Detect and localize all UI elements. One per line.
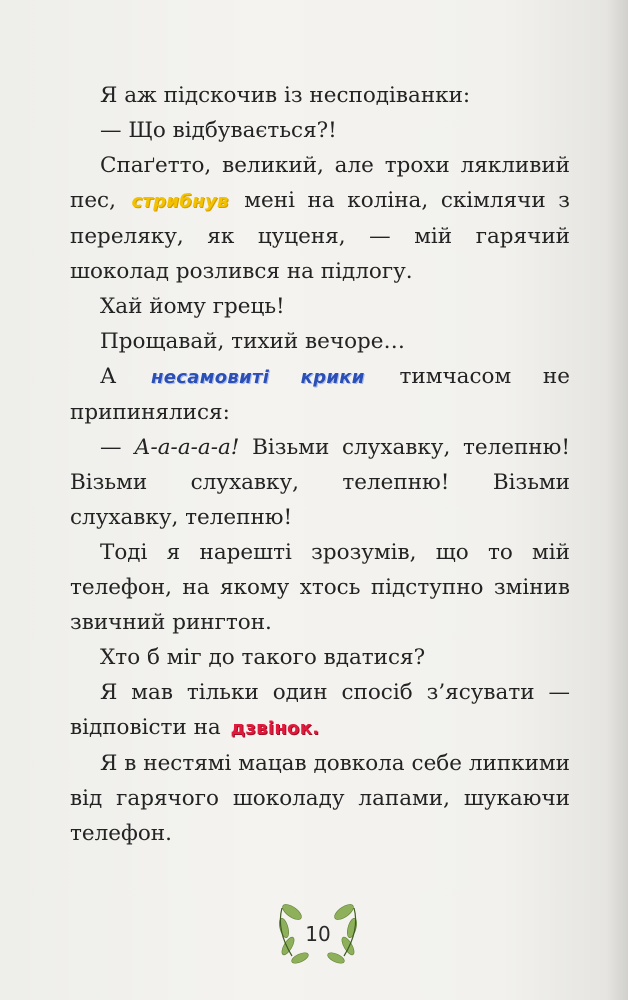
text-run: Прощавай, тихий вечоре…: [100, 329, 405, 354]
highlight-word: дзвінок.: [230, 718, 320, 739]
paragraph: [70, 289, 570, 324]
page-number: 10: [305, 922, 331, 946]
text-run: Тоді я нарешті зрозумів, що то мій телефон, на якому хтось підступно змінив звичний рингтон.: [70, 540, 570, 635]
text-run: А: [100, 364, 149, 389]
paragraph: [70, 430, 570, 535]
page-footer: [270, 898, 366, 966]
text-run: Я мав тільки один спосіб з’ясувати — відповісти на: [70, 680, 570, 740]
paragraph: [70, 746, 570, 851]
text-run: — Що відбувається?!: [100, 118, 337, 143]
highlight-word: стрибнув: [131, 191, 229, 212]
paragraph: [70, 113, 570, 148]
text-run: Я аж підскочив із несподіванки:: [100, 83, 471, 108]
italic-text: А-а-а-а-а!: [134, 435, 240, 460]
text-run: Спаґетто, великий, але трохи лякливий пес,: [70, 153, 570, 213]
paragraph: [70, 359, 570, 430]
story-text: [70, 78, 570, 851]
paragraph: [70, 324, 570, 359]
text-run: —: [100, 435, 135, 460]
paragraph: [70, 640, 570, 675]
paragraph: [70, 148, 570, 289]
text-run: Хто б міг до такого вдатися?: [100, 645, 426, 670]
paragraph: [70, 535, 570, 640]
highlight-phrase: несамовиті крики: [151, 367, 365, 388]
text-run: Візьми слухавку, телепню! Візьми слухавку, телепню! Візьми слухавку, телепню!: [70, 435, 570, 530]
paragraph: [70, 675, 570, 746]
text-run: Я в нестямі мацав довкола себе липкими від гарячого шоколаду лапами, шукаючи телефон.: [70, 751, 570, 846]
text-run: Хай йому грець!: [100, 294, 285, 319]
paragraph: [70, 78, 570, 113]
text-run: тимчасом не припинялися:: [70, 364, 570, 425]
page-spine-shadow: [606, 0, 628, 1000]
text-run: мені на коліна, скімлячи з переляку, як цуценя, — мій гарячий шоколад розлився на підлогу.: [70, 188, 570, 284]
